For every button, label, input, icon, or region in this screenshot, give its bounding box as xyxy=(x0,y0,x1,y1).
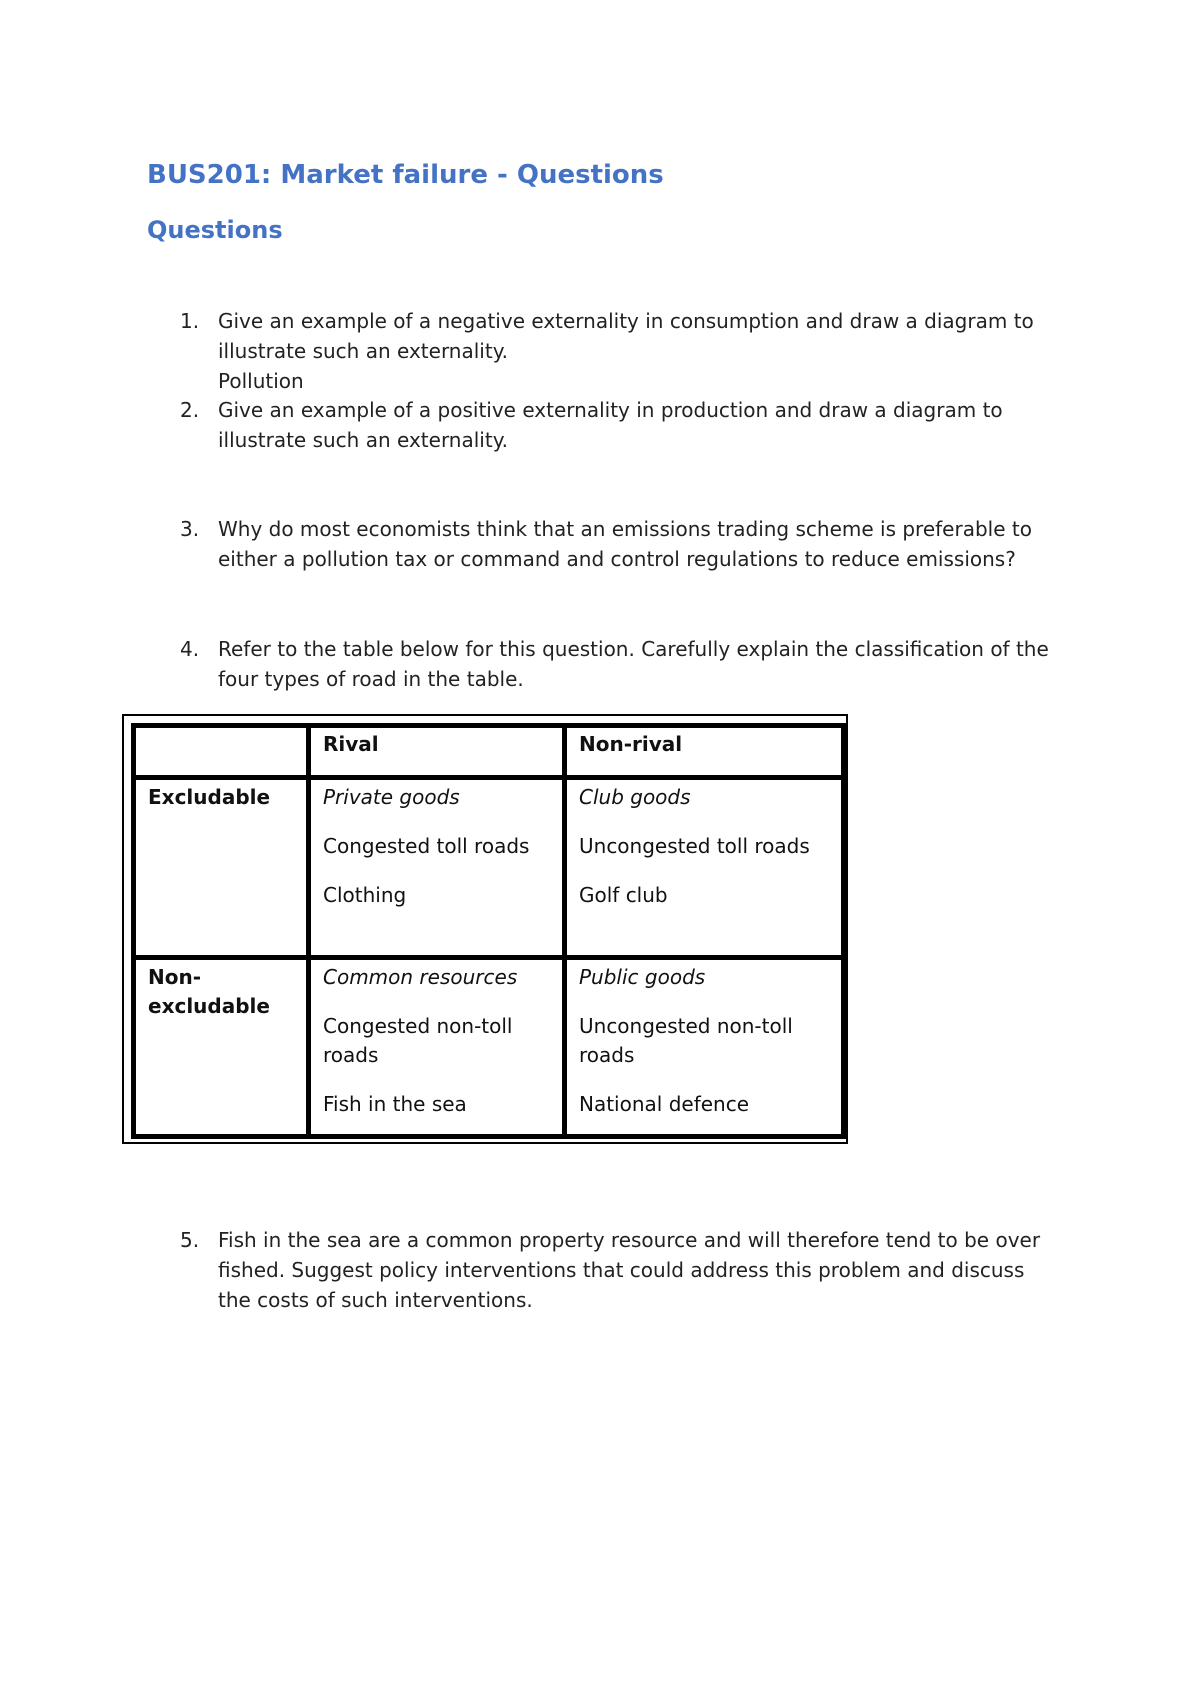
goods-example: Uncongested non-toll roads xyxy=(579,1014,793,1067)
goods-category: Public goods xyxy=(579,965,706,989)
table-cell xyxy=(565,778,844,958)
table-cell xyxy=(309,958,565,1137)
table-corner-cell xyxy=(134,726,309,778)
question-text: Give an example of a negative externality in consumption and draw a diagram to illustrate such an externality. xyxy=(218,309,1034,363)
answer-text: Pollution xyxy=(218,369,304,393)
question-text: Fish in the sea are a common property resource and will therefore tend to be over fished. Suggest policy interventions that could address this problem and discuss the costs of such interventions. xyxy=(218,1228,1041,1312)
column-header-rival: Rival xyxy=(309,726,565,778)
table-row xyxy=(134,958,844,1137)
table-cell xyxy=(309,778,565,958)
goods-example: Golf club xyxy=(579,883,668,907)
goods-example: Congested toll roads xyxy=(323,834,530,858)
goods-classification-table xyxy=(131,723,846,1139)
row-header-non-excludable: Non-excludable xyxy=(134,958,309,1137)
table-header-row xyxy=(134,726,844,778)
goods-category: Private goods xyxy=(323,785,460,809)
document-title: BUS201: Market failure - Questions xyxy=(147,160,664,190)
question-number: 5. xyxy=(180,1228,200,1252)
column-header-non-rival: Non-rival xyxy=(565,726,844,778)
goods-example: Congested non-toll roads xyxy=(323,1014,513,1067)
question-number: 4. xyxy=(180,637,200,661)
goods-example: National defence xyxy=(579,1092,750,1116)
goods-example: Uncongested toll roads xyxy=(579,834,810,858)
goods-example: Fish in the sea xyxy=(323,1092,467,1116)
question-number: 1. xyxy=(180,309,200,333)
table-row xyxy=(134,778,844,958)
question-text: Give an example of a positive externality in production and draw a diagram to illustrate such an externality. xyxy=(218,398,1003,452)
question-text: Why do most economists think that an emissions trading scheme is preferable to either a pollution tax or command and control regulations to reduce emissions? xyxy=(218,517,1032,571)
goods-category: Common resources xyxy=(323,965,518,989)
question-number: 3. xyxy=(180,517,200,541)
table-cell xyxy=(565,958,844,1137)
question-text: Refer to the table below for this question. Carefully explain the classification of the four types of road in the table. xyxy=(218,637,1049,691)
goods-category: Club goods xyxy=(579,785,691,809)
question-number: 2. xyxy=(180,398,200,422)
section-heading: Questions xyxy=(147,216,283,244)
row-header-excludable: Excludable xyxy=(134,778,309,958)
goods-example: Clothing xyxy=(323,883,407,907)
